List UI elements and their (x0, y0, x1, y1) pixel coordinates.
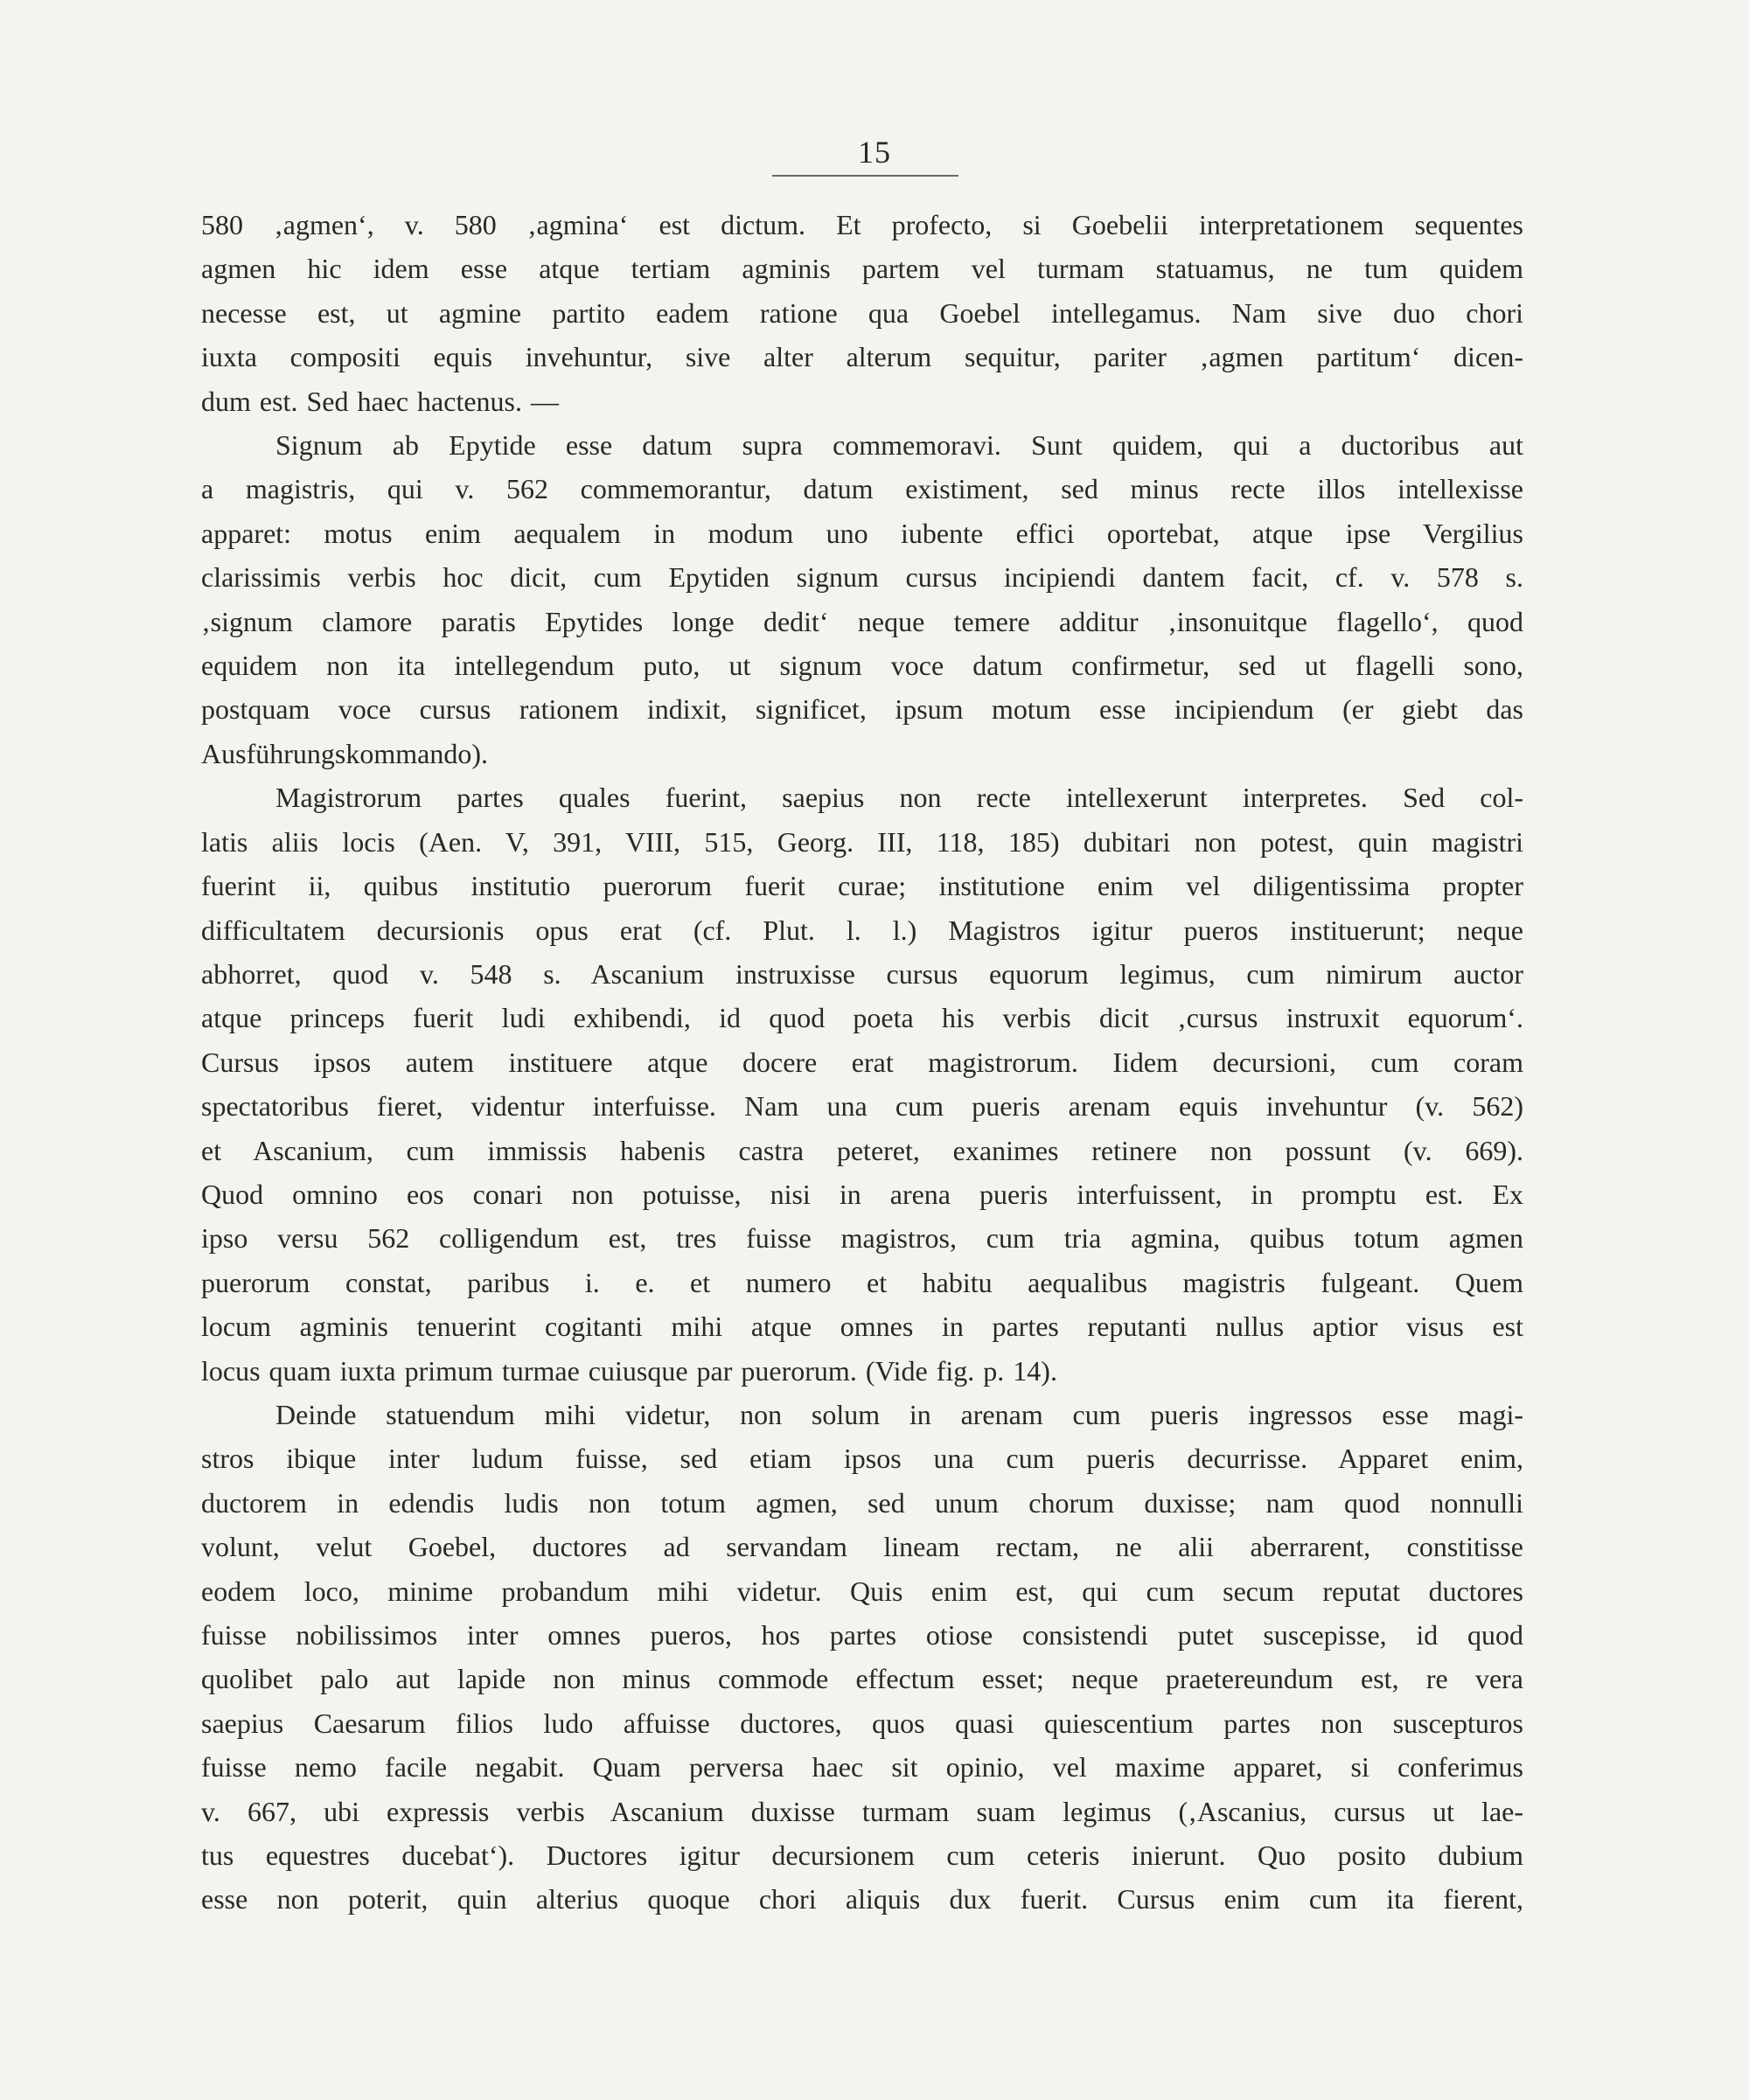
text-line: et Ascanium, cum immissis habenis castra peteret, exanimes retinere non possunt (v. 669). (201, 1134, 1523, 1166)
paragraph-2 (201, 423, 1523, 775)
text-line: dum est. Sed haec hactenus. — (201, 385, 559, 417)
paragraph-1 (201, 203, 1523, 423)
text-line: quolibet palo aut lapide non minus commode effectum esset; neque praetereundum est, re vera (201, 1663, 1523, 1695)
text-line: locus quam iuxta primum turmae cuiusque par puerorum. (Vide fig. p. 14). (201, 1354, 1057, 1387)
text-line: locum agminis tenuerint cogitanti mihi atque omnes in partes reputanti nullus aptior visus est (201, 1311, 1523, 1343)
text-line: Quod omnino eos conari non potuisse, nisi in arena pueris interfuissent, in promptu est. Ex (201, 1178, 1523, 1210)
text-line: Ausführungskommando). (201, 737, 488, 769)
text-line: fuerint ii, quibus institutio puerorum fuerit curae; institutione enim vel diligentissima propter (201, 870, 1523, 902)
page-number: 15 (858, 135, 891, 170)
text-line: postquam voce cursus rationem indixit, significet, ipsum motum esse incipiendum (er giebt das (201, 693, 1523, 726)
text-line: Cursus ipsos autem instituere atque docere erat magistrorum. Iidem decursioni, cum coram (201, 1046, 1523, 1078)
text-line: esse non poterit, quin alterius quoque chori aliquis dux fuerit. Cursus enim cum ita fierent, (201, 1883, 1523, 1916)
text-line: eodem loco, minime probandum mihi videtur. Quis enim est, qui cum secum reputat ductores (201, 1575, 1523, 1607)
text-line: fuisse nemo facile negabit. Quam perversa haec sit opinio, vel maxime apparet, si conferimus (201, 1751, 1523, 1784)
text-line: puerorum constat, paribus i. e. et numero et habitu aequalibus magistris fulgeant. Quem (201, 1266, 1523, 1298)
text-line: saepius Caesarum filios ludo affuisse ductores, quos quasi quiescentium partes non suscepturos (201, 1707, 1523, 1739)
text-line: necesse est, ut agmine partito eadem ratione qua Goebel intellegamus. Nam sive duo chori (201, 296, 1523, 329)
text-line: v. 667, ubi expressis verbis Ascanium duxisse turmam suam legimus (‚Ascanius, cursus ut lae- (201, 1795, 1523, 1827)
text-line: Magistrorum partes quales fuerint, saepius non recte intellexerunt interpretes. Sed col- (275, 782, 1523, 814)
text-line: fuisse nobilissimos inter omnes pueros, hos partes otiose consistendi putet suscepisse, id quod (201, 1619, 1523, 1651)
paragraph-4 (201, 1393, 1523, 1922)
text-line: Deinde statuendum mihi videtur, non solum in arenam cum pueris ingressos esse magi- (275, 1398, 1523, 1430)
text-line: ‚signum clamore paratis Epytides longe dedit‘ neque temere additur ‚insonuitque flagello‘, quod (201, 605, 1523, 637)
body-text (201, 203, 1523, 1922)
text-line: agmen hic idem esse atque tertiam agminis partem vel turmam statuamus, ne tum quidem (201, 253, 1523, 285)
text-line: apparet: motus enim aequalem in modum uno iubente effici oportebat, atque ipse Vergilius (201, 517, 1523, 549)
page-number-rule (772, 175, 958, 177)
text-line: difficultatem decursionis opus erat (cf. Plut. l. l.) Magistros igitur pueros instituerunt; neque (201, 914, 1523, 946)
text-line: atque princeps fuerit ludi exhibendi, id quod poeta his verbis dicit ‚cursus instruxit equorum‘. (201, 1002, 1523, 1034)
text-line: clarissimis verbis hoc dicit, cum Epytiden signum cursus incipiendi dantem facit, cf. v. 578 s. (201, 561, 1523, 594)
text-line: latis aliis locis (Aen. V, 391, VIII, 515, Georg. III, 118, 185) dubitari non potest, quin magistri (201, 825, 1523, 858)
paragraph-3 (201, 775, 1523, 1393)
text-line: iuxta compositi equis invehuntur, sive alter alterum sequitur, pariter ‚agmen partitum‘ dicen- (201, 341, 1523, 373)
text-line: stros ibique inter ludum fuisse, sed etiam ipsos una cum pueris decurrisse. Apparet enim, (201, 1443, 1523, 1475)
text-line: spectatoribus fieret, videntur interfuisse. Nam una cum pueris arenam equis invehuntur (v. 562) (201, 1090, 1523, 1123)
text-line: ipso versu 562 colligendum est, tres fuisse magistros, cum tria agmina, quibus totum agmen (201, 1222, 1523, 1255)
text-line: 580 ‚agmen‘, v. 580 ‚agmina‘ est dictum. Et profecto, si Goebelii interpretationem sequentes (201, 209, 1523, 240)
text-line: ductorem in edendis ludis non totum agmen, sed unum chorum duxisse; nam quod nonnulli (201, 1486, 1523, 1519)
text-line: a magistris, qui v. 562 commemorantur, datum existiment, sed minus recte illos intellexisse (201, 473, 1523, 505)
text-line: abhorret, quod v. 548 s. Ascanium instruxisse cursus equorum legimus, cum nimirum auctor (201, 957, 1523, 990)
text-line: Signum ab Epytide esse datum supra commemoravi. Sunt quidem, qui a ductoribus aut (275, 429, 1523, 462)
text-line: equidem non ita intellegendum puto, ut signum voce datum confirmetur, sed ut flagelli sono, (201, 650, 1523, 682)
text-line: tus equestres ducebat‘). Ductores igitur decursionem cum ceteris inierunt. Quo posito dubium (201, 1839, 1523, 1872)
text-line: volunt, velut Goebel, ductores ad servandam lineam rectam, ne alii aberrarent, constitisse (201, 1531, 1523, 1563)
